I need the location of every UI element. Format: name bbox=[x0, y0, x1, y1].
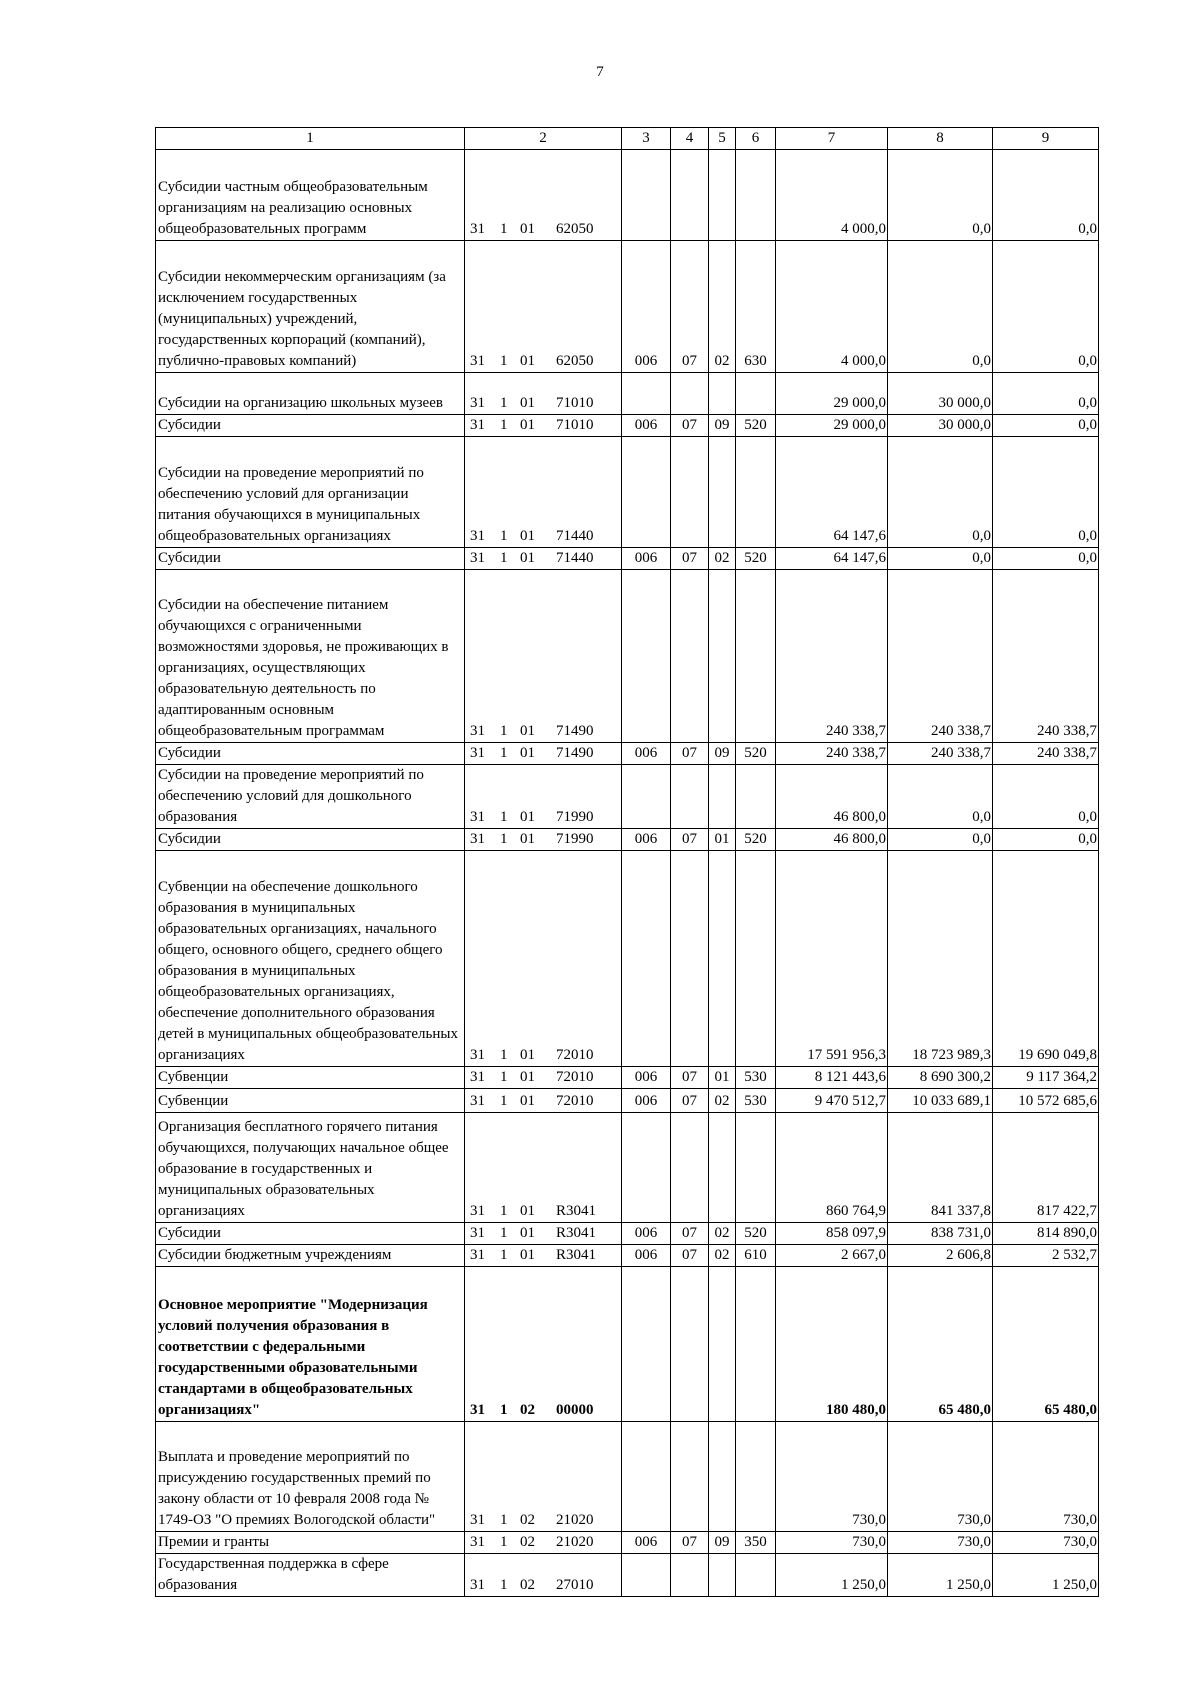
amount-col-8: 730,0 bbox=[888, 1422, 993, 1532]
subsection-code: 09 bbox=[709, 415, 736, 437]
ministry-code: 006 bbox=[622, 829, 671, 851]
code-part: 31 bbox=[470, 1577, 485, 1593]
table-row bbox=[156, 851, 1099, 1067]
ministry-code bbox=[622, 851, 671, 1067]
code-part: 01 bbox=[520, 417, 535, 433]
table-row bbox=[156, 829, 1099, 851]
expense-type-code bbox=[736, 570, 776, 743]
amount-col-7: 29 000,0 bbox=[776, 373, 888, 415]
code-part: 01 bbox=[520, 745, 535, 761]
amount-col-9: 19 690 049,8 bbox=[993, 851, 1099, 1067]
code-part: 31 bbox=[470, 1203, 485, 1219]
program-code bbox=[465, 1089, 622, 1113]
ministry-code: 006 bbox=[622, 1089, 671, 1113]
code-part: 1 bbox=[500, 723, 508, 739]
section-code bbox=[671, 437, 709, 548]
header-cell: 4 bbox=[671, 128, 709, 150]
ministry-code: 006 bbox=[622, 241, 671, 373]
row-name: Субвенции на обеспечение дошкольного образования в муниципальных образовательных организациях, начального общего, основного общего, среднего общего образования в муниципальных общеобразовательных организациях, обеспечение дополнительного образования детей в муниципальных общеобразовательных организациях bbox=[156, 851, 465, 1067]
amount-col-7: 46 800,0 bbox=[776, 829, 888, 851]
code-part: 31 bbox=[470, 831, 485, 847]
row-name: Субвенции bbox=[156, 1067, 465, 1089]
section-code bbox=[671, 1422, 709, 1532]
section-code bbox=[671, 150, 709, 241]
amount-col-9: 730,0 bbox=[993, 1532, 1099, 1554]
code-part: 1 bbox=[500, 831, 508, 847]
code-part: 31 bbox=[470, 1047, 485, 1063]
row-name: Государственная поддержка в сфере образования bbox=[156, 1554, 465, 1597]
expense-type-code: 530 bbox=[736, 1067, 776, 1089]
subsection-code bbox=[709, 437, 736, 548]
ministry-code: 006 bbox=[622, 1245, 671, 1267]
code-part: 31 bbox=[470, 745, 485, 761]
subsection-code bbox=[709, 150, 736, 241]
amount-col-9: 0,0 bbox=[993, 829, 1099, 851]
amount-col-9: 817 422,7 bbox=[993, 1113, 1099, 1223]
amount-col-7: 17 591 956,3 bbox=[776, 851, 888, 1067]
code-part: 01 bbox=[520, 1247, 535, 1263]
header-cell: 8 bbox=[888, 128, 993, 150]
code-part: 31 bbox=[470, 1093, 485, 1109]
code-part: 31 bbox=[470, 1247, 485, 1263]
code-part: 1 bbox=[500, 1577, 508, 1593]
table-row bbox=[156, 150, 1099, 241]
subsection-code: 02 bbox=[709, 1245, 736, 1267]
subsection-code bbox=[709, 1422, 736, 1532]
program-code bbox=[465, 1554, 622, 1597]
subsection-code: 02 bbox=[709, 1089, 736, 1113]
code-part: 71990 bbox=[556, 809, 594, 825]
ministry-code: 006 bbox=[622, 1223, 671, 1245]
program-code bbox=[465, 373, 622, 415]
amount-col-8: 8 690 300,2 bbox=[888, 1067, 993, 1089]
program-code bbox=[465, 548, 622, 570]
expense-type-code: 520 bbox=[736, 548, 776, 570]
code-part: 31 bbox=[470, 1069, 485, 1085]
expense-type-code bbox=[736, 851, 776, 1067]
code-part: 1 bbox=[500, 417, 508, 433]
code-part: 31 bbox=[470, 221, 485, 237]
program-code bbox=[465, 1067, 622, 1089]
amount-col-7: 730,0 bbox=[776, 1532, 888, 1554]
code-part: 01 bbox=[520, 353, 535, 369]
section-code: 07 bbox=[671, 1532, 709, 1554]
code-part: 1 bbox=[500, 353, 508, 369]
code-part: 31 bbox=[470, 1225, 485, 1241]
code-part: 1 bbox=[500, 1225, 508, 1241]
subsection-code: 09 bbox=[709, 743, 736, 765]
code-part: 01 bbox=[520, 831, 535, 847]
code-part: 01 bbox=[520, 809, 535, 825]
amount-col-7: 8 121 443,6 bbox=[776, 1067, 888, 1089]
amount-col-8: 30 000,0 bbox=[888, 373, 993, 415]
table-row bbox=[156, 548, 1099, 570]
row-name: Субсидии bbox=[156, 743, 465, 765]
program-code bbox=[465, 851, 622, 1067]
amount-col-8: 0,0 bbox=[888, 437, 993, 548]
code-part: 02 bbox=[520, 1402, 535, 1418]
code-part: 1 bbox=[500, 1534, 508, 1550]
section-code bbox=[671, 570, 709, 743]
expense-type-code bbox=[736, 437, 776, 548]
code-part: 1 bbox=[500, 1203, 508, 1219]
amount-col-9: 240 338,7 bbox=[993, 570, 1099, 743]
ministry-code: 006 bbox=[622, 1067, 671, 1089]
header-cell: 7 bbox=[776, 128, 888, 150]
code-part: 01 bbox=[520, 1047, 535, 1063]
section-code bbox=[671, 1554, 709, 1597]
program-code bbox=[465, 415, 622, 437]
amount-col-9: 0,0 bbox=[993, 437, 1099, 548]
code-part: 31 bbox=[470, 353, 485, 369]
section-code: 07 bbox=[671, 241, 709, 373]
amount-col-9: 0,0 bbox=[993, 548, 1099, 570]
amount-col-7: 1 250,0 bbox=[776, 1554, 888, 1597]
ministry-code bbox=[622, 570, 671, 743]
header-cell: 2 bbox=[465, 128, 622, 150]
program-code bbox=[465, 1422, 622, 1532]
budget-table bbox=[155, 127, 1099, 1597]
code-part: 01 bbox=[520, 723, 535, 739]
amount-col-9: 9 117 364,2 bbox=[993, 1067, 1099, 1089]
program-code bbox=[465, 241, 622, 373]
row-name: Субсидии на проведение мероприятий по обеспечению условий для организации питания обучающихся в муниципальных общеобразовательных организациях bbox=[156, 437, 465, 548]
section-code: 07 bbox=[671, 1089, 709, 1113]
code-part: 71490 bbox=[556, 745, 594, 761]
subsection-code bbox=[709, 1554, 736, 1597]
code-part: 31 bbox=[470, 1402, 485, 1418]
row-name: Субсидии некоммерческим организациям (за исключением государственных (муниципальных) учреждений, государственных корпораций (компаний), публично-правовых компаний) bbox=[156, 241, 465, 373]
expense-type-code bbox=[736, 1267, 776, 1422]
subsection-code bbox=[709, 373, 736, 415]
row-name: Премии и гранты bbox=[156, 1532, 465, 1554]
subsection-code bbox=[709, 570, 736, 743]
table-row bbox=[156, 241, 1099, 373]
code-part: 1 bbox=[500, 550, 508, 566]
amount-col-9: 0,0 bbox=[993, 765, 1099, 829]
code-part: 01 bbox=[520, 1093, 535, 1109]
ministry-code bbox=[622, 150, 671, 241]
code-part: 1 bbox=[500, 528, 508, 544]
amount-col-9: 0,0 bbox=[993, 241, 1099, 373]
table-row bbox=[156, 1067, 1099, 1089]
table-row bbox=[156, 1089, 1099, 1113]
amount-col-9: 1 250,0 bbox=[993, 1554, 1099, 1597]
subsection-code bbox=[709, 765, 736, 829]
amount-col-8: 0,0 bbox=[888, 150, 993, 241]
code-part: 01 bbox=[520, 1225, 535, 1241]
amount-col-7: 240 338,7 bbox=[776, 743, 888, 765]
expense-type-code: 520 bbox=[736, 829, 776, 851]
section-code: 07 bbox=[671, 1067, 709, 1089]
ministry-code: 006 bbox=[622, 743, 671, 765]
section-code: 07 bbox=[671, 829, 709, 851]
program-code bbox=[465, 437, 622, 548]
code-part: R3041 bbox=[556, 1247, 597, 1263]
code-part: 31 bbox=[470, 417, 485, 433]
code-part: 1 bbox=[500, 1047, 508, 1063]
table-body bbox=[156, 128, 1099, 1597]
code-part: 72010 bbox=[556, 1093, 594, 1109]
amount-col-8: 0,0 bbox=[888, 829, 993, 851]
program-code bbox=[465, 743, 622, 765]
row-name: Субсидии на обеспечение питанием обучающихся с ограниченными возможностями здоровья, не проживающих в организациях, осуществляющих образовательную деятельность по адаптированным основным общеобразовательным программам bbox=[156, 570, 465, 743]
expense-type-code: 520 bbox=[736, 1223, 776, 1245]
section-code bbox=[671, 373, 709, 415]
amount-col-9: 0,0 bbox=[993, 150, 1099, 241]
code-part: 02 bbox=[520, 1512, 535, 1528]
amount-col-7: 730,0 bbox=[776, 1422, 888, 1532]
program-code bbox=[465, 570, 622, 743]
code-part: 00000 bbox=[556, 1402, 594, 1418]
program-code bbox=[465, 1223, 622, 1245]
amount-col-9: 240 338,7 bbox=[993, 743, 1099, 765]
amount-col-8: 65 480,0 bbox=[888, 1267, 993, 1422]
code-part: 01 bbox=[520, 1203, 535, 1219]
row-name: Субсидии частным общеобразовательным организациям на реализацию основных общеобразовательных программ bbox=[156, 150, 465, 241]
expense-type-code: 350 bbox=[736, 1532, 776, 1554]
expense-type-code bbox=[736, 1113, 776, 1223]
table-row bbox=[156, 1554, 1099, 1597]
code-part: 01 bbox=[520, 550, 535, 566]
table-row bbox=[156, 570, 1099, 743]
section-code bbox=[671, 765, 709, 829]
code-part: 1 bbox=[500, 1512, 508, 1528]
header-cell: 1 bbox=[156, 128, 465, 150]
amount-col-9: 10 572 685,6 bbox=[993, 1089, 1099, 1113]
code-part: 27010 bbox=[556, 1577, 594, 1593]
program-code bbox=[465, 1245, 622, 1267]
row-name: Субсидии бюджетным учреждениям bbox=[156, 1245, 465, 1267]
section-code bbox=[671, 1267, 709, 1422]
amount-col-9: 2 532,7 bbox=[993, 1245, 1099, 1267]
expense-type-code bbox=[736, 1422, 776, 1532]
ministry-code bbox=[622, 373, 671, 415]
section-code bbox=[671, 851, 709, 1067]
expense-type-code: 520 bbox=[736, 743, 776, 765]
amount-col-8: 2 606,8 bbox=[888, 1245, 993, 1267]
table-row bbox=[156, 1245, 1099, 1267]
subsection-code bbox=[709, 851, 736, 1067]
code-part: 71010 bbox=[556, 417, 594, 433]
amount-col-9: 0,0 bbox=[993, 415, 1099, 437]
code-part: 62050 bbox=[556, 353, 594, 369]
row-name: Субсидии на проведение мероприятий по обеспечению условий для дошкольного образования bbox=[156, 765, 465, 829]
subsection-code bbox=[709, 1267, 736, 1422]
row-name: Организация бесплатного горячего питания обучающихся, получающих начальное общее образование в государственных и муниципальных образовательных организациях bbox=[156, 1113, 465, 1223]
amount-col-8: 1 250,0 bbox=[888, 1554, 993, 1597]
section-code: 07 bbox=[671, 743, 709, 765]
header-cell: 3 bbox=[622, 128, 671, 150]
ministry-code bbox=[622, 1113, 671, 1223]
subsection-code: 01 bbox=[709, 1067, 736, 1089]
row-name: Субвенции bbox=[156, 1089, 465, 1113]
row-name: Субсидии bbox=[156, 1223, 465, 1245]
code-part: 01 bbox=[520, 528, 535, 544]
amount-col-8: 240 338,7 bbox=[888, 743, 993, 765]
table-row bbox=[156, 1267, 1099, 1422]
table-row bbox=[156, 743, 1099, 765]
amount-col-9: 730,0 bbox=[993, 1422, 1099, 1532]
subsection-code bbox=[709, 1113, 736, 1223]
amount-col-8: 0,0 bbox=[888, 241, 993, 373]
header-cell: 6 bbox=[736, 128, 776, 150]
code-part: 21020 bbox=[556, 1512, 594, 1528]
amount-col-7: 180 480,0 bbox=[776, 1267, 888, 1422]
code-part: 31 bbox=[470, 1534, 485, 1550]
subsection-code: 09 bbox=[709, 1532, 736, 1554]
amount-col-7: 46 800,0 bbox=[776, 765, 888, 829]
section-code: 07 bbox=[671, 1245, 709, 1267]
code-part: 02 bbox=[520, 1577, 535, 1593]
section-code: 07 bbox=[671, 415, 709, 437]
ministry-code: 006 bbox=[622, 548, 671, 570]
program-code bbox=[465, 829, 622, 851]
code-part: 72010 bbox=[556, 1069, 594, 1085]
amount-col-9: 65 480,0 bbox=[993, 1267, 1099, 1422]
table-row bbox=[156, 1422, 1099, 1532]
code-part: 02 bbox=[520, 1534, 535, 1550]
row-name: Субсидии на организацию школьных музеев bbox=[156, 373, 465, 415]
code-part: 1 bbox=[500, 1069, 508, 1085]
amount-col-8: 30 000,0 bbox=[888, 415, 993, 437]
amount-col-7: 4 000,0 bbox=[776, 241, 888, 373]
code-part: 1 bbox=[500, 809, 508, 825]
amount-col-7: 858 097,9 bbox=[776, 1223, 888, 1245]
section-code: 07 bbox=[671, 548, 709, 570]
code-part: 1 bbox=[500, 745, 508, 761]
program-code bbox=[465, 1532, 622, 1554]
row-name: Выплата и проведение мероприятий по присуждению государственных премий по закону области от 10 февраля 2008 года № 1749-ОЗ "О премиях Вологодской области" bbox=[156, 1422, 465, 1532]
code-part: 71440 bbox=[556, 528, 594, 544]
subsection-code: 02 bbox=[709, 241, 736, 373]
program-code bbox=[465, 1267, 622, 1422]
table-row bbox=[156, 373, 1099, 415]
amount-col-7: 860 764,9 bbox=[776, 1113, 888, 1223]
ministry-code bbox=[622, 437, 671, 548]
ministry-code bbox=[622, 765, 671, 829]
amount-col-7: 64 147,6 bbox=[776, 548, 888, 570]
expense-type-code bbox=[736, 765, 776, 829]
row-name: Субсидии bbox=[156, 829, 465, 851]
ministry-code: 006 bbox=[622, 415, 671, 437]
table-row bbox=[156, 765, 1099, 829]
code-part: 71440 bbox=[556, 550, 594, 566]
code-part: R3041 bbox=[556, 1203, 597, 1219]
code-part: 62050 bbox=[556, 221, 594, 237]
amount-col-8: 18 723 989,3 bbox=[888, 851, 993, 1067]
code-part: 31 bbox=[470, 550, 485, 566]
code-part: 31 bbox=[470, 809, 485, 825]
amount-col-9: 814 890,0 bbox=[993, 1223, 1099, 1245]
header-cell: 9 bbox=[993, 128, 1099, 150]
table-row bbox=[156, 1532, 1099, 1554]
code-part: 71010 bbox=[556, 395, 594, 411]
section-code bbox=[671, 1113, 709, 1223]
row-name: Субсидии bbox=[156, 548, 465, 570]
expense-type-code: 520 bbox=[736, 415, 776, 437]
program-code bbox=[465, 765, 622, 829]
amount-col-8: 730,0 bbox=[888, 1532, 993, 1554]
row-name: Основное мероприятие "Модернизация условий получения образования в соответствии с федеральными государственными образовательными стандартами в общеобразовательных организациях" bbox=[156, 1267, 465, 1422]
expense-type-code: 610 bbox=[736, 1245, 776, 1267]
code-part: 1 bbox=[500, 1247, 508, 1263]
code-part: 71990 bbox=[556, 831, 594, 847]
code-part: 01 bbox=[520, 221, 535, 237]
code-part: 31 bbox=[470, 528, 485, 544]
amount-col-9: 0,0 bbox=[993, 373, 1099, 415]
code-part: R3041 bbox=[556, 1225, 597, 1241]
code-part: 31 bbox=[470, 1512, 485, 1528]
amount-col-7: 2 667,0 bbox=[776, 1245, 888, 1267]
subsection-code: 02 bbox=[709, 548, 736, 570]
code-part: 31 bbox=[470, 723, 485, 739]
code-part: 72010 bbox=[556, 1047, 594, 1063]
code-part: 1 bbox=[500, 395, 508, 411]
ministry-code bbox=[622, 1422, 671, 1532]
program-code bbox=[465, 1113, 622, 1223]
amount-col-7: 4 000,0 bbox=[776, 150, 888, 241]
expense-type-code bbox=[736, 1554, 776, 1597]
amount-col-7: 9 470 512,7 bbox=[776, 1089, 888, 1113]
code-part: 01 bbox=[520, 1069, 535, 1085]
ministry-code bbox=[622, 1554, 671, 1597]
subsection-code: 01 bbox=[709, 829, 736, 851]
program-code bbox=[465, 150, 622, 241]
header-cell: 5 bbox=[709, 128, 736, 150]
code-part: 1 bbox=[500, 1093, 508, 1109]
amount-col-8: 240 338,7 bbox=[888, 570, 993, 743]
expense-type-code: 630 bbox=[736, 241, 776, 373]
amount-col-8: 10 033 689,1 bbox=[888, 1089, 993, 1113]
table-row bbox=[156, 1113, 1099, 1223]
expense-type-code: 530 bbox=[736, 1089, 776, 1113]
subsection-code: 02 bbox=[709, 1223, 736, 1245]
expense-type-code bbox=[736, 150, 776, 241]
section-code: 07 bbox=[671, 1223, 709, 1245]
ministry-code bbox=[622, 1267, 671, 1422]
code-part: 01 bbox=[520, 395, 535, 411]
amount-col-7: 64 147,6 bbox=[776, 437, 888, 548]
table-row bbox=[156, 1223, 1099, 1245]
row-name: Субсидии bbox=[156, 415, 465, 437]
ministry-code: 006 bbox=[622, 1532, 671, 1554]
amount-col-8: 838 731,0 bbox=[888, 1223, 993, 1245]
amount-col-8: 841 337,8 bbox=[888, 1113, 993, 1223]
amount-col-8: 0,0 bbox=[888, 548, 993, 570]
amount-col-7: 29 000,0 bbox=[776, 415, 888, 437]
table-row bbox=[156, 437, 1099, 548]
expense-type-code bbox=[736, 373, 776, 415]
table-header-row bbox=[156, 128, 1099, 150]
amount-col-8: 0,0 bbox=[888, 765, 993, 829]
table-row bbox=[156, 415, 1099, 437]
amount-col-7: 240 338,7 bbox=[776, 570, 888, 743]
page-number: 7 bbox=[596, 64, 604, 80]
code-part: 1 bbox=[500, 221, 508, 237]
code-part: 1 bbox=[500, 1402, 508, 1418]
code-part: 31 bbox=[470, 395, 485, 411]
code-part: 71490 bbox=[556, 723, 594, 739]
code-part: 21020 bbox=[556, 1534, 594, 1550]
